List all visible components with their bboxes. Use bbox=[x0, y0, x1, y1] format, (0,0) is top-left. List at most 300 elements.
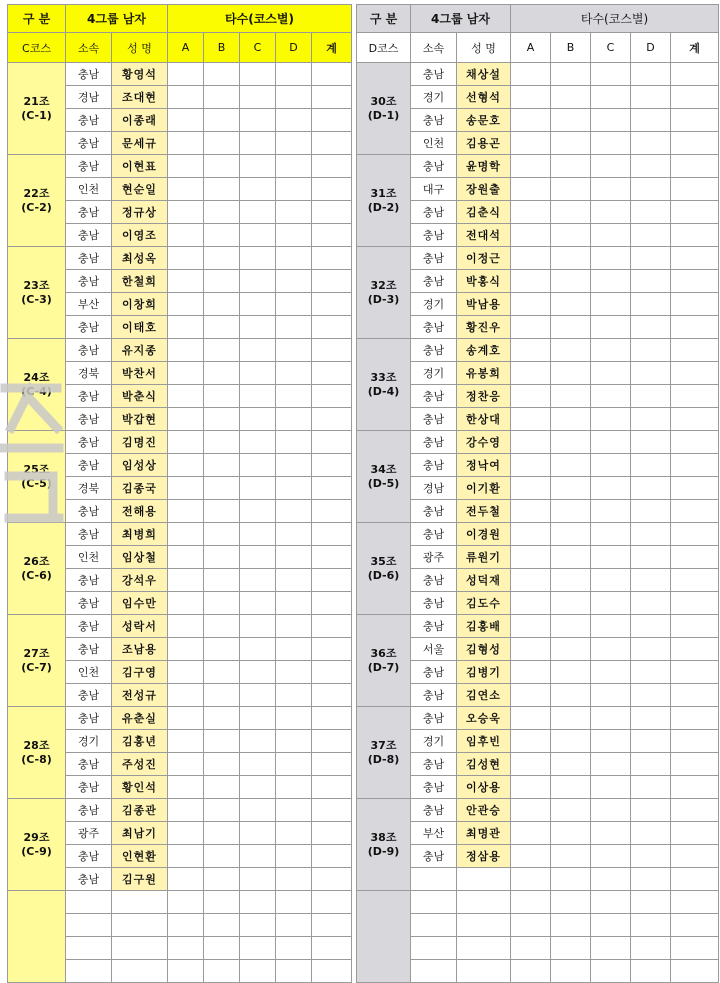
score-cell-b[interactable] bbox=[204, 569, 240, 592]
score-cell-c[interactable] bbox=[591, 224, 631, 247]
score-cell-total[interactable] bbox=[312, 431, 352, 454]
score-cell-a[interactable] bbox=[168, 316, 204, 339]
score-cell-total[interactable] bbox=[671, 86, 719, 109]
score-cell-c[interactable] bbox=[591, 776, 631, 799]
score-cell-d[interactable] bbox=[276, 132, 312, 155]
score-cell-c[interactable] bbox=[591, 339, 631, 362]
score-cell-total[interactable] bbox=[671, 661, 719, 684]
score-cell-total[interactable] bbox=[671, 270, 719, 293]
score-cell-b[interactable] bbox=[204, 960, 240, 983]
score-cell-total[interactable] bbox=[312, 569, 352, 592]
score-cell-b[interactable] bbox=[204, 431, 240, 454]
score-cell-d[interactable] bbox=[276, 868, 312, 891]
score-cell-c[interactable] bbox=[591, 109, 631, 132]
score-cell-d[interactable] bbox=[276, 109, 312, 132]
score-cell-total[interactable] bbox=[671, 546, 719, 569]
score-cell-b[interactable] bbox=[551, 109, 591, 132]
score-cell-b[interactable] bbox=[204, 845, 240, 868]
score-cell-c[interactable] bbox=[240, 178, 276, 201]
score-cell-a[interactable] bbox=[511, 247, 551, 270]
score-cell-a[interactable] bbox=[511, 224, 551, 247]
score-cell-c[interactable] bbox=[591, 546, 631, 569]
score-cell-d[interactable] bbox=[631, 546, 671, 569]
score-cell-total[interactable] bbox=[312, 937, 352, 960]
score-cell-d[interactable] bbox=[631, 500, 671, 523]
score-cell-d[interactable] bbox=[276, 247, 312, 270]
score-cell-d[interactable] bbox=[276, 500, 312, 523]
score-cell-d[interactable] bbox=[276, 799, 312, 822]
score-cell-a[interactable] bbox=[511, 868, 551, 891]
score-cell-total[interactable] bbox=[312, 615, 352, 638]
score-cell-b[interactable] bbox=[204, 615, 240, 638]
score-cell-d[interactable] bbox=[276, 86, 312, 109]
score-cell-b[interactable] bbox=[204, 86, 240, 109]
score-cell-c[interactable] bbox=[591, 293, 631, 316]
score-cell-a[interactable] bbox=[511, 960, 551, 983]
score-cell-c[interactable] bbox=[591, 845, 631, 868]
score-cell-a[interactable] bbox=[511, 569, 551, 592]
score-cell-d[interactable] bbox=[631, 86, 671, 109]
score-cell-d[interactable] bbox=[631, 408, 671, 431]
score-cell-c[interactable] bbox=[591, 408, 631, 431]
score-cell-total[interactable] bbox=[671, 914, 719, 937]
score-cell-d[interactable] bbox=[631, 684, 671, 707]
score-cell-d[interactable] bbox=[631, 385, 671, 408]
score-cell-c[interactable] bbox=[240, 477, 276, 500]
score-cell-c[interactable] bbox=[591, 316, 631, 339]
score-cell-d[interactable] bbox=[631, 661, 671, 684]
score-cell-d[interactable] bbox=[631, 454, 671, 477]
score-cell-a[interactable] bbox=[168, 270, 204, 293]
score-cell-a[interactable] bbox=[168, 546, 204, 569]
score-cell-c[interactable] bbox=[240, 293, 276, 316]
score-cell-total[interactable] bbox=[671, 592, 719, 615]
score-cell-b[interactable] bbox=[551, 339, 591, 362]
score-cell-total[interactable] bbox=[671, 638, 719, 661]
score-cell-d[interactable] bbox=[631, 523, 671, 546]
score-cell-c[interactable] bbox=[240, 960, 276, 983]
score-cell-total[interactable] bbox=[671, 477, 719, 500]
score-cell-total[interactable] bbox=[671, 293, 719, 316]
score-cell-d[interactable] bbox=[276, 592, 312, 615]
score-cell-b[interactable] bbox=[551, 707, 591, 730]
score-cell-b[interactable] bbox=[551, 960, 591, 983]
score-cell-c[interactable] bbox=[591, 661, 631, 684]
score-cell-b[interactable] bbox=[551, 132, 591, 155]
score-cell-total[interactable] bbox=[312, 132, 352, 155]
score-cell-total[interactable] bbox=[671, 500, 719, 523]
score-cell-total[interactable] bbox=[312, 270, 352, 293]
score-cell-b[interactable] bbox=[551, 362, 591, 385]
score-cell-c[interactable] bbox=[591, 799, 631, 822]
score-cell-a[interactable] bbox=[168, 868, 204, 891]
score-cell-c[interactable] bbox=[591, 431, 631, 454]
score-cell-b[interactable] bbox=[204, 201, 240, 224]
score-cell-d[interactable] bbox=[631, 868, 671, 891]
score-cell-b[interactable] bbox=[551, 914, 591, 937]
score-cell-total[interactable] bbox=[312, 86, 352, 109]
score-cell-total[interactable] bbox=[671, 247, 719, 270]
score-cell-d[interactable] bbox=[631, 293, 671, 316]
score-cell-a[interactable] bbox=[511, 638, 551, 661]
score-cell-d[interactable] bbox=[631, 477, 671, 500]
score-cell-d[interactable] bbox=[276, 339, 312, 362]
score-cell-d[interactable] bbox=[276, 270, 312, 293]
score-cell-total[interactable] bbox=[312, 362, 352, 385]
score-cell-c[interactable] bbox=[240, 362, 276, 385]
score-cell-a[interactable] bbox=[168, 477, 204, 500]
score-cell-a[interactable] bbox=[168, 293, 204, 316]
score-cell-a[interactable] bbox=[168, 523, 204, 546]
score-cell-a[interactable] bbox=[168, 661, 204, 684]
score-cell-c[interactable] bbox=[240, 845, 276, 868]
score-cell-total[interactable] bbox=[312, 201, 352, 224]
score-cell-d[interactable] bbox=[276, 224, 312, 247]
score-cell-total[interactable] bbox=[312, 546, 352, 569]
score-cell-total[interactable] bbox=[671, 362, 719, 385]
score-cell-d[interactable] bbox=[631, 960, 671, 983]
score-cell-b[interactable] bbox=[551, 500, 591, 523]
score-cell-c[interactable] bbox=[591, 132, 631, 155]
score-cell-b[interactable] bbox=[551, 201, 591, 224]
score-cell-d[interactable] bbox=[276, 822, 312, 845]
score-cell-total[interactable] bbox=[671, 431, 719, 454]
score-cell-total[interactable] bbox=[671, 109, 719, 132]
score-cell-d[interactable] bbox=[276, 776, 312, 799]
score-cell-c[interactable] bbox=[591, 730, 631, 753]
score-cell-b[interactable] bbox=[551, 891, 591, 914]
score-cell-total[interactable] bbox=[671, 937, 719, 960]
score-cell-c[interactable] bbox=[591, 362, 631, 385]
score-cell-total[interactable] bbox=[312, 293, 352, 316]
score-cell-c[interactable] bbox=[591, 477, 631, 500]
score-cell-a[interactable] bbox=[511, 546, 551, 569]
score-cell-total[interactable] bbox=[312, 247, 352, 270]
score-cell-c[interactable] bbox=[591, 523, 631, 546]
score-cell-c[interactable] bbox=[591, 178, 631, 201]
score-cell-c[interactable] bbox=[591, 155, 631, 178]
score-cell-total[interactable] bbox=[312, 845, 352, 868]
score-cell-b[interactable] bbox=[204, 454, 240, 477]
score-cell-a[interactable] bbox=[168, 385, 204, 408]
score-cell-a[interactable] bbox=[168, 753, 204, 776]
score-cell-c[interactable] bbox=[591, 684, 631, 707]
score-cell-d[interactable] bbox=[631, 362, 671, 385]
score-cell-b[interactable] bbox=[551, 247, 591, 270]
score-cell-a[interactable] bbox=[168, 408, 204, 431]
score-cell-b[interactable] bbox=[551, 776, 591, 799]
score-cell-total[interactable] bbox=[671, 155, 719, 178]
score-cell-total[interactable] bbox=[312, 109, 352, 132]
score-cell-total[interactable] bbox=[312, 914, 352, 937]
score-cell-d[interactable] bbox=[631, 155, 671, 178]
score-cell-a[interactable] bbox=[168, 891, 204, 914]
score-cell-a[interactable] bbox=[168, 776, 204, 799]
score-cell-b[interactable] bbox=[551, 224, 591, 247]
score-cell-a[interactable] bbox=[168, 845, 204, 868]
score-cell-total[interactable] bbox=[671, 224, 719, 247]
score-cell-total[interactable] bbox=[312, 868, 352, 891]
score-cell-b[interactable] bbox=[551, 845, 591, 868]
score-cell-a[interactable] bbox=[511, 615, 551, 638]
score-cell-a[interactable] bbox=[511, 753, 551, 776]
score-cell-a[interactable] bbox=[168, 592, 204, 615]
score-cell-total[interactable] bbox=[671, 730, 719, 753]
score-cell-a[interactable] bbox=[511, 316, 551, 339]
score-cell-d[interactable] bbox=[631, 431, 671, 454]
score-cell-c[interactable] bbox=[240, 914, 276, 937]
score-cell-c[interactable] bbox=[240, 523, 276, 546]
score-cell-c[interactable] bbox=[591, 454, 631, 477]
score-cell-c[interactable] bbox=[240, 707, 276, 730]
score-cell-total[interactable] bbox=[671, 385, 719, 408]
score-cell-c[interactable] bbox=[591, 270, 631, 293]
score-cell-total[interactable] bbox=[671, 615, 719, 638]
score-cell-a[interactable] bbox=[511, 431, 551, 454]
score-cell-b[interactable] bbox=[551, 523, 591, 546]
score-cell-total[interactable] bbox=[312, 155, 352, 178]
score-cell-c[interactable] bbox=[240, 615, 276, 638]
score-cell-b[interactable] bbox=[204, 316, 240, 339]
score-cell-d[interactable] bbox=[631, 638, 671, 661]
score-cell-b[interactable] bbox=[551, 638, 591, 661]
score-cell-d[interactable] bbox=[276, 385, 312, 408]
score-cell-a[interactable] bbox=[168, 707, 204, 730]
score-cell-a[interactable] bbox=[168, 822, 204, 845]
score-cell-b[interactable] bbox=[204, 799, 240, 822]
score-cell-a[interactable] bbox=[168, 638, 204, 661]
score-cell-a[interactable] bbox=[511, 339, 551, 362]
score-cell-total[interactable] bbox=[312, 684, 352, 707]
score-cell-a[interactable] bbox=[168, 339, 204, 362]
score-cell-b[interactable] bbox=[204, 868, 240, 891]
score-cell-a[interactable] bbox=[511, 293, 551, 316]
score-cell-total[interactable] bbox=[312, 500, 352, 523]
score-cell-b[interactable] bbox=[204, 546, 240, 569]
score-cell-total[interactable] bbox=[312, 661, 352, 684]
score-cell-a[interactable] bbox=[511, 523, 551, 546]
score-cell-a[interactable] bbox=[511, 63, 551, 86]
score-cell-total[interactable] bbox=[312, 592, 352, 615]
score-cell-b[interactable] bbox=[204, 132, 240, 155]
score-cell-b[interactable] bbox=[551, 684, 591, 707]
score-cell-b[interactable] bbox=[204, 408, 240, 431]
score-cell-d[interactable] bbox=[276, 178, 312, 201]
score-cell-a[interactable] bbox=[168, 937, 204, 960]
score-cell-b[interactable] bbox=[551, 155, 591, 178]
score-cell-a[interactable] bbox=[168, 615, 204, 638]
score-cell-b[interactable] bbox=[551, 799, 591, 822]
score-cell-d[interactable] bbox=[276, 845, 312, 868]
score-cell-c[interactable] bbox=[240, 132, 276, 155]
score-cell-total[interactable] bbox=[312, 523, 352, 546]
score-cell-c[interactable] bbox=[591, 753, 631, 776]
score-cell-a[interactable] bbox=[511, 201, 551, 224]
score-cell-total[interactable] bbox=[671, 891, 719, 914]
score-cell-b[interactable] bbox=[551, 569, 591, 592]
score-cell-a[interactable] bbox=[511, 891, 551, 914]
score-cell-a[interactable] bbox=[168, 914, 204, 937]
score-cell-b[interactable] bbox=[204, 730, 240, 753]
score-cell-total[interactable] bbox=[312, 385, 352, 408]
score-cell-b[interactable] bbox=[204, 385, 240, 408]
score-cell-c[interactable] bbox=[240, 776, 276, 799]
score-cell-d[interactable] bbox=[276, 523, 312, 546]
score-cell-d[interactable] bbox=[276, 707, 312, 730]
score-cell-a[interactable] bbox=[168, 109, 204, 132]
score-cell-d[interactable] bbox=[276, 891, 312, 914]
score-cell-total[interactable] bbox=[671, 822, 719, 845]
score-cell-b[interactable] bbox=[204, 891, 240, 914]
score-cell-c[interactable] bbox=[240, 224, 276, 247]
score-cell-c[interactable] bbox=[240, 661, 276, 684]
score-cell-d[interactable] bbox=[276, 201, 312, 224]
score-cell-b[interactable] bbox=[551, 661, 591, 684]
score-cell-a[interactable] bbox=[168, 132, 204, 155]
score-cell-b[interactable] bbox=[551, 822, 591, 845]
score-cell-a[interactable] bbox=[511, 477, 551, 500]
score-cell-b[interactable] bbox=[551, 431, 591, 454]
score-cell-a[interactable] bbox=[511, 684, 551, 707]
score-cell-b[interactable] bbox=[551, 454, 591, 477]
score-cell-total[interactable] bbox=[312, 477, 352, 500]
score-cell-a[interactable] bbox=[511, 500, 551, 523]
score-cell-a[interactable] bbox=[511, 845, 551, 868]
score-cell-c[interactable] bbox=[240, 109, 276, 132]
score-cell-c[interactable] bbox=[240, 638, 276, 661]
score-cell-a[interactable] bbox=[168, 362, 204, 385]
score-cell-b[interactable] bbox=[551, 753, 591, 776]
score-cell-c[interactable] bbox=[591, 86, 631, 109]
score-cell-c[interactable] bbox=[240, 822, 276, 845]
score-cell-a[interactable] bbox=[511, 362, 551, 385]
score-cell-a[interactable] bbox=[511, 132, 551, 155]
score-cell-d[interactable] bbox=[631, 316, 671, 339]
score-cell-c[interactable] bbox=[240, 316, 276, 339]
score-cell-d[interactable] bbox=[276, 155, 312, 178]
score-cell-b[interactable] bbox=[204, 937, 240, 960]
score-cell-c[interactable] bbox=[591, 707, 631, 730]
score-cell-c[interactable] bbox=[591, 592, 631, 615]
score-cell-total[interactable] bbox=[671, 63, 719, 86]
score-cell-b[interactable] bbox=[204, 500, 240, 523]
score-cell-a[interactable] bbox=[168, 178, 204, 201]
score-cell-b[interactable] bbox=[551, 178, 591, 201]
score-cell-c[interactable] bbox=[240, 63, 276, 86]
score-cell-b[interactable] bbox=[204, 914, 240, 937]
score-cell-total[interactable] bbox=[312, 454, 352, 477]
score-cell-total[interactable] bbox=[671, 684, 719, 707]
score-cell-total[interactable] bbox=[312, 638, 352, 661]
score-cell-a[interactable] bbox=[511, 707, 551, 730]
score-cell-total[interactable] bbox=[312, 730, 352, 753]
score-cell-b[interactable] bbox=[551, 86, 591, 109]
score-cell-d[interactable] bbox=[631, 224, 671, 247]
score-cell-a[interactable] bbox=[511, 385, 551, 408]
score-cell-b[interactable] bbox=[551, 385, 591, 408]
score-cell-a[interactable] bbox=[511, 178, 551, 201]
score-cell-c[interactable] bbox=[591, 63, 631, 86]
score-cell-a[interactable] bbox=[168, 730, 204, 753]
score-cell-total[interactable] bbox=[671, 845, 719, 868]
score-cell-total[interactable] bbox=[312, 178, 352, 201]
score-cell-b[interactable] bbox=[551, 937, 591, 960]
score-cell-d[interactable] bbox=[276, 293, 312, 316]
score-cell-b[interactable] bbox=[204, 178, 240, 201]
score-cell-d[interactable] bbox=[276, 569, 312, 592]
score-cell-c[interactable] bbox=[591, 385, 631, 408]
score-cell-total[interactable] bbox=[312, 408, 352, 431]
score-cell-c[interactable] bbox=[240, 408, 276, 431]
score-cell-c[interactable] bbox=[591, 638, 631, 661]
score-cell-a[interactable] bbox=[511, 914, 551, 937]
score-cell-a[interactable] bbox=[168, 799, 204, 822]
score-cell-d[interactable] bbox=[631, 592, 671, 615]
score-cell-d[interactable] bbox=[631, 615, 671, 638]
score-cell-b[interactable] bbox=[551, 868, 591, 891]
score-cell-b[interactable] bbox=[551, 592, 591, 615]
score-cell-d[interactable] bbox=[631, 799, 671, 822]
score-cell-d[interactable] bbox=[631, 937, 671, 960]
score-cell-total[interactable] bbox=[671, 178, 719, 201]
score-cell-b[interactable] bbox=[204, 638, 240, 661]
score-cell-a[interactable] bbox=[511, 454, 551, 477]
score-cell-c[interactable] bbox=[240, 937, 276, 960]
score-cell-b[interactable] bbox=[204, 707, 240, 730]
score-cell-d[interactable] bbox=[631, 776, 671, 799]
score-cell-b[interactable] bbox=[204, 155, 240, 178]
score-cell-total[interactable] bbox=[671, 569, 719, 592]
score-cell-d[interactable] bbox=[276, 684, 312, 707]
score-cell-d[interactable] bbox=[276, 316, 312, 339]
score-cell-total[interactable] bbox=[671, 776, 719, 799]
score-cell-c[interactable] bbox=[240, 868, 276, 891]
score-cell-d[interactable] bbox=[631, 132, 671, 155]
score-cell-a[interactable] bbox=[511, 155, 551, 178]
score-cell-c[interactable] bbox=[240, 385, 276, 408]
score-cell-d[interactable] bbox=[631, 201, 671, 224]
score-cell-b[interactable] bbox=[204, 293, 240, 316]
score-cell-b[interactable] bbox=[551, 615, 591, 638]
score-cell-b[interactable] bbox=[204, 224, 240, 247]
score-cell-c[interactable] bbox=[240, 891, 276, 914]
score-cell-a[interactable] bbox=[168, 63, 204, 86]
score-cell-c[interactable] bbox=[240, 247, 276, 270]
score-cell-b[interactable] bbox=[204, 270, 240, 293]
score-cell-a[interactable] bbox=[511, 270, 551, 293]
score-cell-d[interactable] bbox=[631, 914, 671, 937]
score-cell-b[interactable] bbox=[204, 684, 240, 707]
score-cell-b[interactable] bbox=[204, 247, 240, 270]
score-cell-d[interactable] bbox=[276, 408, 312, 431]
score-cell-a[interactable] bbox=[511, 592, 551, 615]
score-cell-b[interactable] bbox=[551, 316, 591, 339]
score-cell-total[interactable] bbox=[671, 960, 719, 983]
score-cell-c[interactable] bbox=[240, 86, 276, 109]
score-cell-a[interactable] bbox=[511, 937, 551, 960]
score-cell-b[interactable] bbox=[204, 776, 240, 799]
score-cell-a[interactable] bbox=[168, 201, 204, 224]
score-cell-b[interactable] bbox=[551, 477, 591, 500]
score-cell-total[interactable] bbox=[671, 454, 719, 477]
score-cell-d[interactable] bbox=[276, 937, 312, 960]
score-cell-total[interactable] bbox=[312, 707, 352, 730]
score-cell-b[interactable] bbox=[204, 63, 240, 86]
score-cell-d[interactable] bbox=[631, 270, 671, 293]
score-cell-d[interactable] bbox=[276, 615, 312, 638]
score-cell-d[interactable] bbox=[276, 914, 312, 937]
score-cell-a[interactable] bbox=[168, 454, 204, 477]
